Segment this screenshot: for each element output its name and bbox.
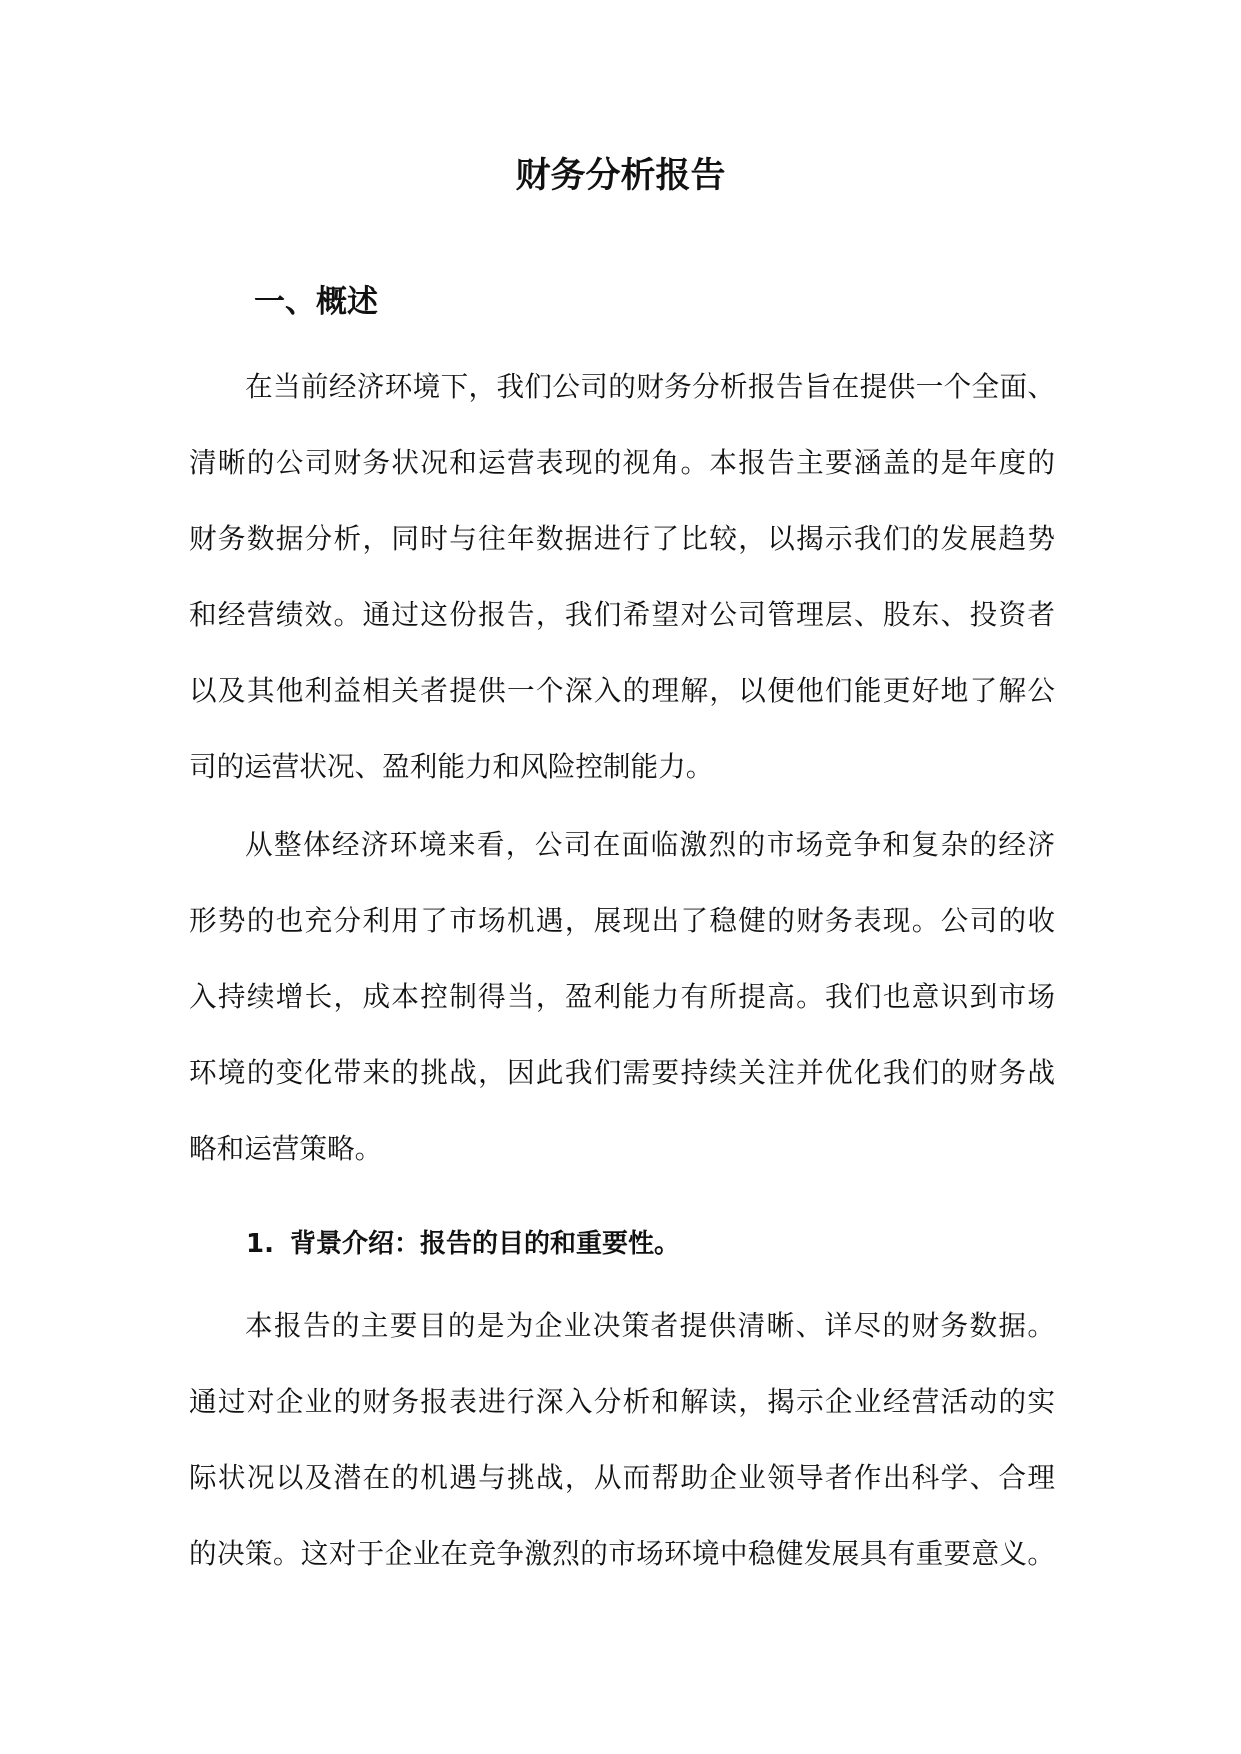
paragraph-line: 清晰的公司财务状况和运营表现的视角。本报告主要涵盖的是年度的 (189, 446, 1055, 479)
document-title: 财务分析报告 (515, 156, 726, 196)
subsection-number: 1. (246, 1229, 274, 1259)
paragraph-line: 本报告的主要目的是为企业决策者提供清晰、详尽的财务数据。 (245, 1309, 1055, 1342)
paragraph-line: 和经营绩效。通过这份报告，我们希望对公司管理层、股东、投资者 (189, 598, 1055, 631)
paragraph-line: 形势的也充分利用了市场机遇，展现出了稳健的财务表现。公司的收 (189, 904, 1055, 937)
subsection-heading-background (246, 1224, 680, 1264)
background-paragraph-1 (189, 1288, 1055, 1592)
paragraph-line: 从整体经济环境来看，公司在面临激烈的市场竞争和复杂的经济 (245, 828, 1055, 861)
subsection-heading-text: 背景介绍：报告的目的和重要性。 (290, 1229, 681, 1259)
overview-paragraph-1 (189, 349, 1055, 805)
paragraph-line: 环境的变化带来的挑战，因此我们需要持续关注并优化我们的财务战 (189, 1056, 1055, 1089)
paragraph-line: 略和运营策略。 (189, 1132, 383, 1165)
paragraph-line: 入持续增长，成本控制得当，盈利能力有所提高。我们也意识到市场 (189, 980, 1055, 1013)
section-heading-overview: 一、概述 (254, 284, 378, 320)
paragraph-line: 在当前经济环境下，我们公司的财务分析报告旨在提供一个全面、 (245, 370, 1055, 403)
paragraph-line: 财务数据分析，同时与往年数据进行了比较，以揭示我们的发展趋势 (189, 522, 1055, 555)
paragraph-line: 的决策。这对于企业在竞争激烈的市场环境中稳健发展具有重要意义。 (189, 1537, 1055, 1570)
paragraph-line: 际状况以及潜在的机遇与挑战，从而帮助企业领导者作出科学、合理 (189, 1461, 1055, 1494)
paragraph-line: 通过对企业的财务报表进行深入分析和解读，揭示企业经营活动的实 (189, 1385, 1055, 1418)
paragraph-line: 司的运营状况、盈利能力和风险控制能力。 (189, 750, 714, 783)
paragraph-line: 以及其他利益相关者提供一个深入的理解，以便他们能更好地了解公 (189, 674, 1055, 707)
overview-paragraph-2 (189, 807, 1055, 1187)
